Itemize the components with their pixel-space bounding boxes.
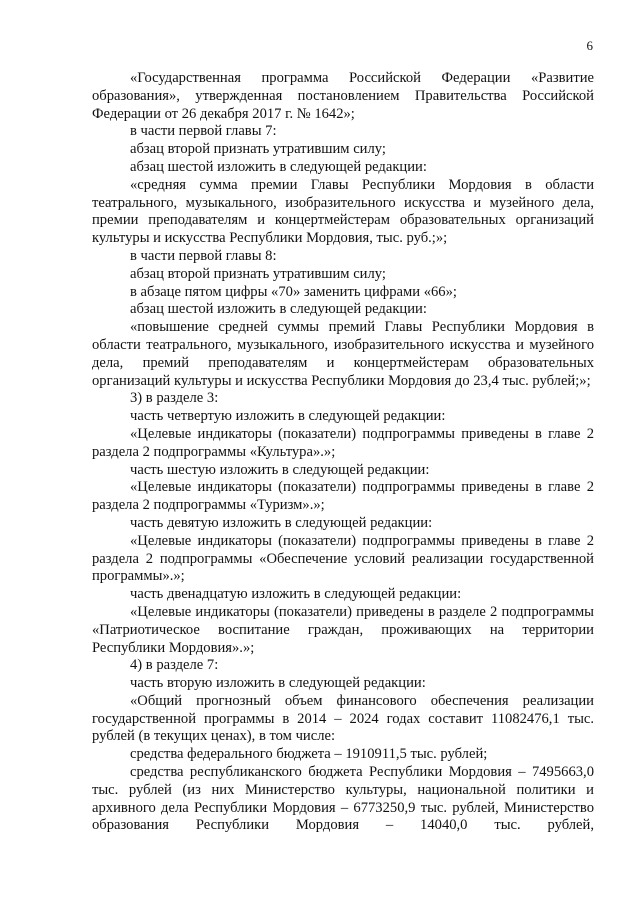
paragraph: абзац второй признать утратившим силу; (130, 265, 386, 282)
paragraph: «Целевые индикаторы (показатели) подпрограммы приведены в главе 2 раздела 2 подпрограммы «Обеспечение условий реализации государственной программы».»; (92, 532, 594, 585)
paragraph: часть вторую изложить в следующей редакции: (130, 675, 426, 692)
paragraph: «повышение средней суммы премий Главы Республики Мордовия в области театрального, музыкального, изобразительного искусства и музейного дела, премий преподавателям и концертмейстерам образовательных организаций культуры и искусства Республики Мордовия до 23,4 тыс. рублей;»; (92, 319, 594, 389)
paragraph: в части первой главы 7: (130, 123, 277, 140)
document-body (92, 70, 594, 835)
paragraph: 4) в разделе 7: (130, 657, 219, 674)
page-number: 6 (586, 38, 593, 53)
paragraph: в части первой главы 8: (130, 247, 277, 264)
paragraph: абзац второй признать утратившим силу; (130, 141, 386, 158)
paragraph: часть девятую изложить в следующей редакции: (130, 514, 433, 531)
paragraph: 3) в разделе 3: (130, 390, 219, 407)
paragraph: часть двенадцатую изложить в следующей редакции: (130, 586, 462, 603)
paragraph: «Целевые индикаторы (показатели) подпрограммы приведены в главе 2 раздела 2 подпрограммы «Туризм».»; (92, 479, 594, 514)
paragraph: средства республиканского бюджета Республики Мордовия – 7495663,0 тыс. рублей (из них Министерство культуры, национальной политики и архивного дела Республики Мордовия – 6773250,9 тыс. рублей, Министерство образования Республики Мордовия – 14040,0 тыс. рублей, (92, 764, 594, 834)
paragraph: средства федерального бюджета – 1910911,5 тыс. рублей; (130, 746, 488, 763)
paragraph: «Общий прогнозный объем финансового обеспечения реализации государственной программы в 2014 – 2024 годах составит 11082476,1 тыс. рублей (в текущих ценах), в том числе: (92, 692, 594, 745)
paragraph: «Целевые индикаторы (показатели) приведены в разделе 2 подпрограммы «Патриотическое воспитание граждан, проживающих на территории Республики Мордовия».»; (92, 603, 594, 656)
paragraph: в абзаце пятом цифры «70» заменить цифрами «66»; (130, 283, 457, 300)
paragraph: абзац шестой изложить в следующей редакции: (130, 301, 427, 318)
paragraph: часть шестую изложить в следующей редакции: (130, 461, 430, 478)
paragraph: «Государственная программа Российской Федерации «Развитие образования», утвержденная постановлением Правительства Российской Федерации от 26 декабря 2017 г. № 1642»; (92, 70, 594, 122)
paragraph: абзац шестой изложить в следующей редакции: (130, 158, 427, 175)
paragraph: «средняя сумма премии Главы Республики Мордовия в области театрального, музыкального, изобразительного искусства и музейного дела, премии преподавателям и концертмейстерам образовательных организаций культуры и искусства Республики Мордовия, тыс. руб.;»; (92, 176, 594, 247)
paragraph: «Целевые индикаторы (показатели) подпрограммы приведены в главе 2 раздела 2 подпрограммы «Культура».»; (92, 425, 594, 460)
paragraph: часть четвертую изложить в следующей редакции: (130, 408, 446, 425)
